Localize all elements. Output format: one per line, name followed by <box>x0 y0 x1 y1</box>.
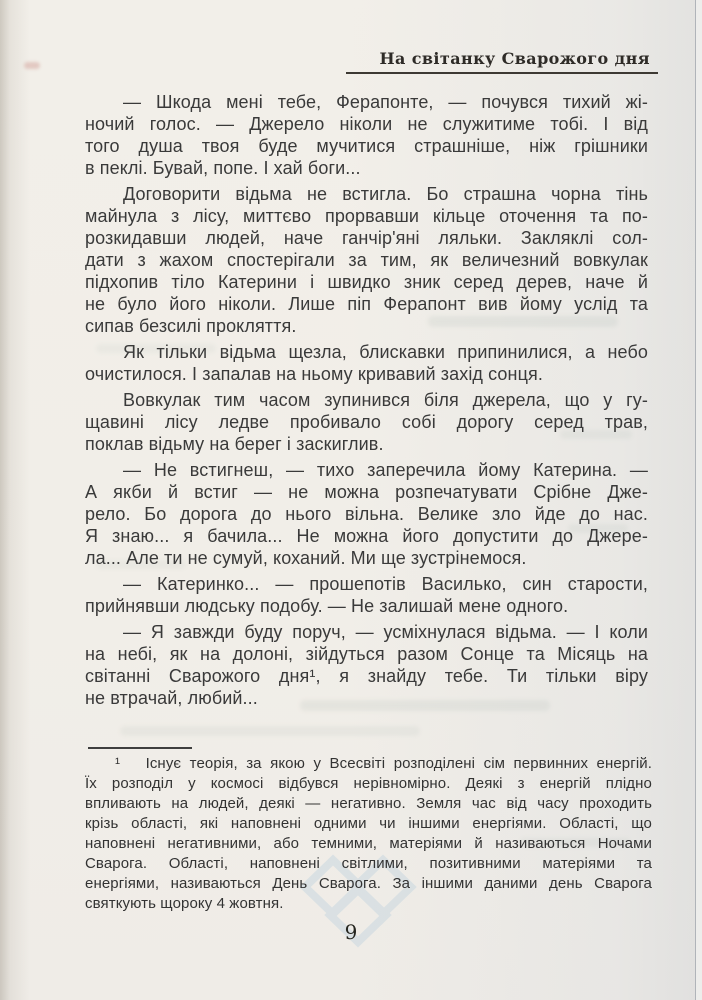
paragraph <box>85 341 648 385</box>
text-line: прийнявши людську подобу. — Не залишай мене одного. <box>85 596 569 616</box>
text-line: наповнені негативними, або темними, матеріями й називаються Ночами <box>85 835 652 852</box>
text-line: не було його ніколи. Лише піп Ферапонт вив йому услід та <box>85 294 648 314</box>
text-line: впливають на людей, деякі — негативно. Земля час від часу проходить <box>85 795 652 812</box>
text-line: енергіями, називаються День Сварога. За іншими даними день Сварога <box>85 875 652 892</box>
text-line: святкують щороку 4 жовтня. <box>85 895 284 912</box>
text-line: майнула з лісу, миттєво прорвавши кільце оточення та по- <box>85 206 648 226</box>
bleedthrough-mark <box>120 726 420 736</box>
text-line: Договорити відьма не встигла. Бо страшна чорна тінь <box>123 184 648 204</box>
paragraph <box>85 573 648 617</box>
text-line: ¹ Існує теорія, за якою у Всесвіті розподілені сім первинних енергій. <box>115 755 652 772</box>
text-line: підхопив тіло Катерини і швидко зник серед дерев, наче й <box>85 272 648 292</box>
text-line: розкидавши людей, наче ганчір'яні ляльки. Закляклі сол- <box>85 228 648 248</box>
text-line: сипав безсилі прокляття. <box>85 316 297 336</box>
text-line: Сварога. Області, наповнені світлими, позитивними матеріями та <box>85 855 652 872</box>
text-line: ночий голос. — Джерело ніколи не служитиме тобі. І від <box>85 114 648 134</box>
page-number: 9 <box>344 920 358 944</box>
text-line: рело. Бо дорога до нього вільна. Велике зло йде до нас. <box>85 504 648 524</box>
footnote-text <box>85 754 652 914</box>
paragraph <box>85 389 648 455</box>
text-line: на небі, як на долоні, зійдуться разом Сонце та Місяць на <box>85 644 648 664</box>
text-line: очистилося. І запалав на ньому кривавий захід сонця. <box>85 364 543 384</box>
text-line: — Катеринко... — прошепотів Василько, син старости, <box>123 574 648 594</box>
scan-smudge <box>24 62 40 69</box>
paragraph <box>85 621 648 709</box>
text-line: того душа твоя буде мучитися страшніше, ніж грішники <box>85 136 648 156</box>
text-line: не втрачай, любий... <box>85 688 258 708</box>
text-line: дати з жахом спостерігали за тим, як величезний вовкулак <box>85 250 648 270</box>
text-line: Я знаю... я бачила... Не можна його допустити до Джере- <box>85 526 648 546</box>
text-line: — Не встигнеш, — тихо заперечила йому Катерина. — <box>123 460 648 480</box>
text-line: ла... Але ти не сумуй, коханий. Ми ще зустрінемося. <box>85 548 527 568</box>
text-line: щавині лісу ледве пробивало собі дорогу серед трав, <box>85 412 648 432</box>
running-header <box>346 49 659 74</box>
body-text <box>85 91 648 713</box>
paragraph <box>85 183 648 337</box>
text-line: А якби й встиг — не можна розпечатувати Срібне Дже- <box>85 482 648 502</box>
text-line: поклав відьму на берег і заскиглив. <box>85 434 384 454</box>
text-line: — Шкода мені тебе, Ферапонте, — почувся тихий жі- <box>123 92 648 112</box>
text-line: Як тільки відьма щезла, блискавки припинилися, а небо <box>123 342 648 362</box>
text-line: крізь області, які наповнені одними чи іншими енергіями. Області, що <box>85 815 652 832</box>
footnote-separator <box>88 747 192 749</box>
text-line: — Я завжди буду поруч, — усміхнулася відьма. — І коли <box>123 622 648 642</box>
text-line: світанні Сварожого дня¹, я знайду тебе. Ти тільки віру <box>85 666 648 686</box>
text-line: Вовкулак тим часом зупинився біля джерела, що у гу- <box>123 390 648 410</box>
paragraph <box>85 91 648 179</box>
running-header-title: На світанку Сварожого дня <box>346 49 659 74</box>
page-edge <box>695 0 702 1000</box>
text-line: в пеклі. Бувай, попе. І хай боги... <box>85 158 361 178</box>
text-line: Їх розподіл у космосі відбувся нерівномірно. Деякі з енергій плідно <box>85 775 652 792</box>
paragraph <box>85 459 648 569</box>
